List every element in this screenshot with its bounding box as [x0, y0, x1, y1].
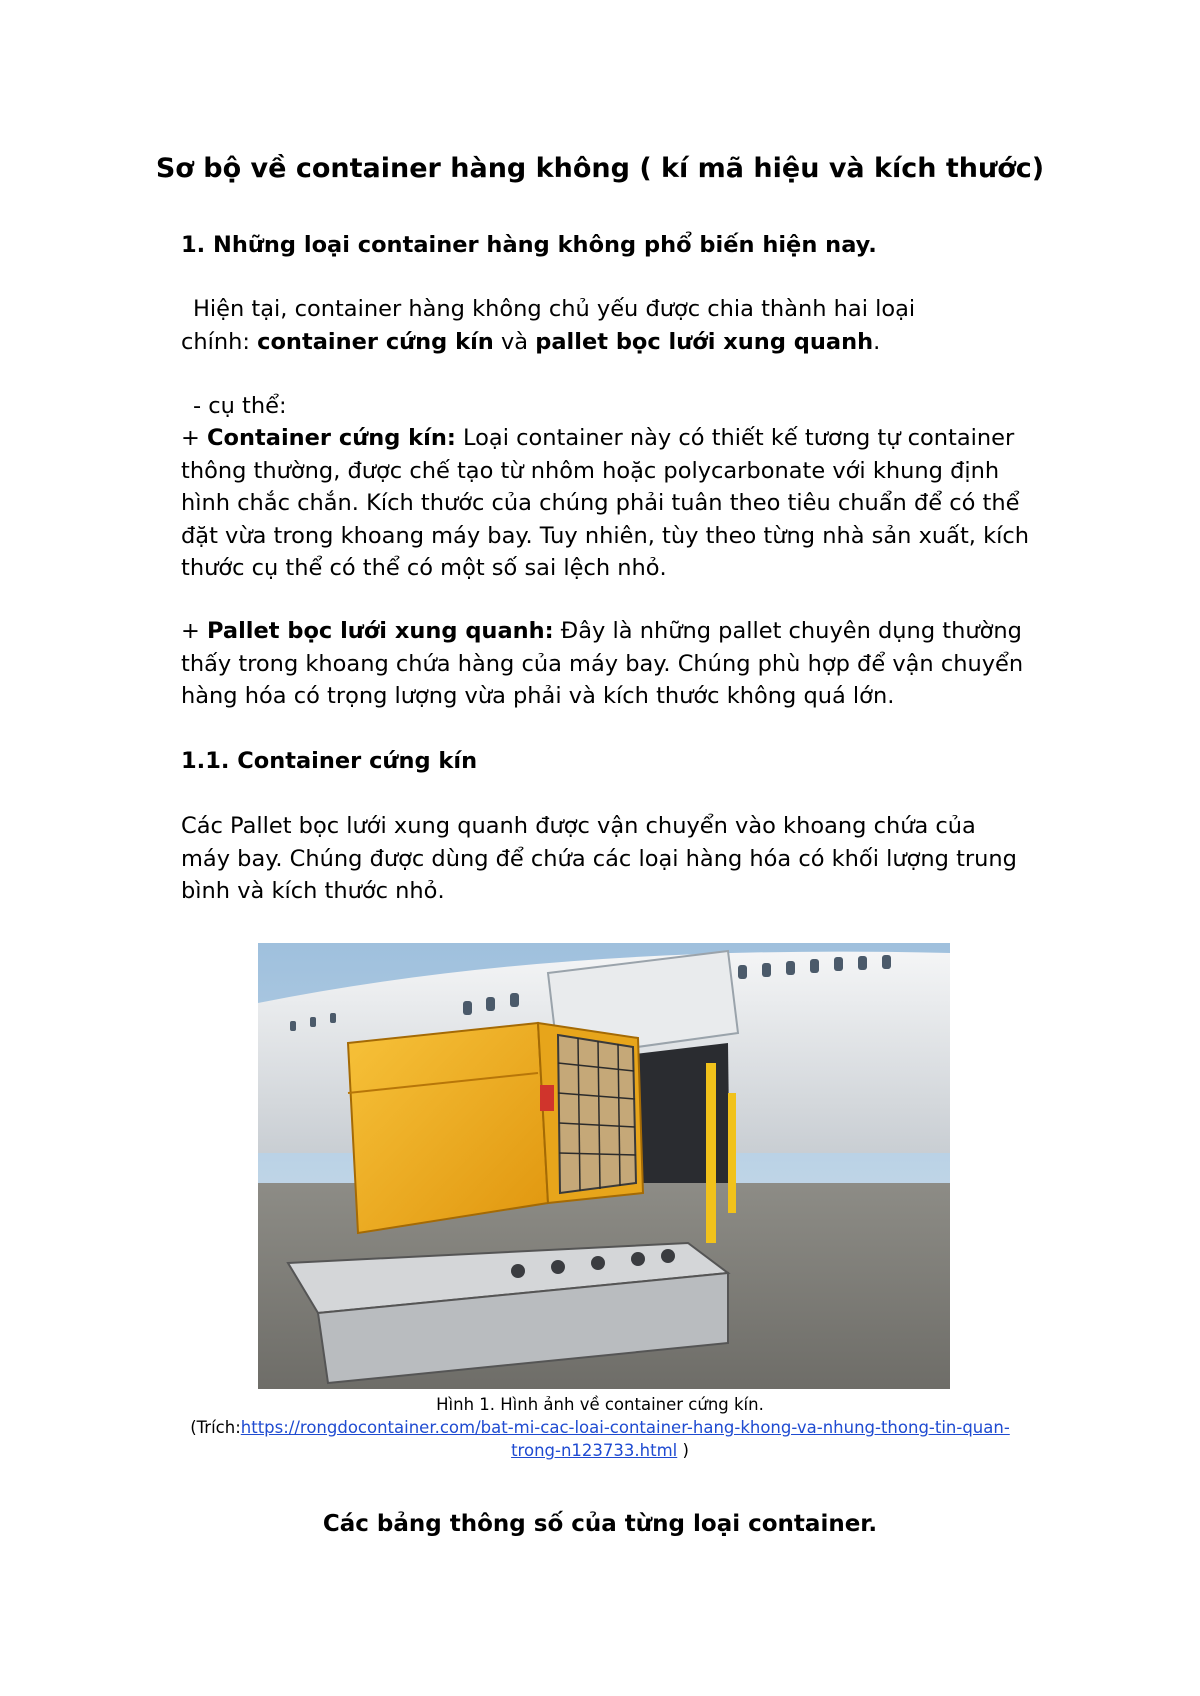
section-heading-1: 1. Những loại container hàng không phổ biến hiện nay. [181, 232, 877, 258]
item2-plus: + [181, 618, 208, 644]
section-heading-1-1: 1.1. Container cứng kín [181, 748, 478, 774]
intro-bold-1: container cứng kín [257, 328, 494, 355]
body-paragraph: Các Pallet bọc lưới xung quanh được vận chuyển vào khoang chứa của máy bay. Chúng được dùng để chứa các loại hàng hóa có khối lượng trung bình và kích thước nhỏ. [181, 813, 1017, 904]
figure-caption: Hình 1. Hình ảnh về container cứng kín. [436, 1395, 764, 1414]
figure-source [0, 1416, 1200, 1439]
intro-paragraph [181, 293, 1041, 358]
intro-mid: và [493, 328, 536, 355]
document-title: Sơ bộ về container hàng không ( kí mã hiệu và kích thước) [155, 153, 1045, 184]
intro-line-1: Hiện tại, container hàng không chủ yếu được chia thành hai loại [193, 296, 916, 322]
item2-text: Đây là những pallet chuyên dụng thường thấy trong khoang chứa hàng của máy bay. Chúng phù hợp để vận chuyển hàng hóa có trọng lượng vừa phải và kích thước không quá lớn. [181, 618, 1024, 709]
caption-suffix: ) [677, 1441, 689, 1460]
specific-label: - cụ thể: [193, 393, 287, 419]
container-photo [258, 943, 950, 1389]
item1-text: Loại container này có thiết kế tương tự container thông thường, được chế tạo từ nhôm hoặc polycarbonate với khung định hình chắc chắn. Kích thước của chúng phải tuân theo tiêu chuẩn để có thể đặt vừa trong khoang máy bay. Tuy nhiên, tùy theo từng nhà sản xuất, kích thước cụ thể có thể có một số sai lệch nhỏ. [181, 425, 1029, 581]
list-item-pallet [181, 615, 1031, 713]
intro-bold-2: pallet bọc lưới xung quanh [535, 328, 874, 355]
figure-source-cont [0, 1439, 1200, 1462]
source-link[interactable]: https://rongdocontainer.com/bat-mi-cac-loai-container-hang-khong-va-nhung-thong-tin-quan- [240, 1418, 1010, 1437]
source-link-cont[interactable]: trong-n123733.html [511, 1441, 678, 1460]
intro-prefix: chính: [181, 328, 258, 355]
intro-end: . [873, 328, 881, 355]
list-item-container [181, 422, 1031, 585]
item1-plus: + [181, 425, 208, 451]
item2-label: Pallet bọc lưới xung quanh: [207, 618, 554, 644]
table-section-title: Các bảng thông số của từng loại container. [322, 1511, 878, 1537]
caption-prefix: (Trích: [190, 1418, 241, 1437]
item1-label: Container cứng kín: [207, 425, 456, 451]
intro-line-2 [181, 326, 1041, 359]
